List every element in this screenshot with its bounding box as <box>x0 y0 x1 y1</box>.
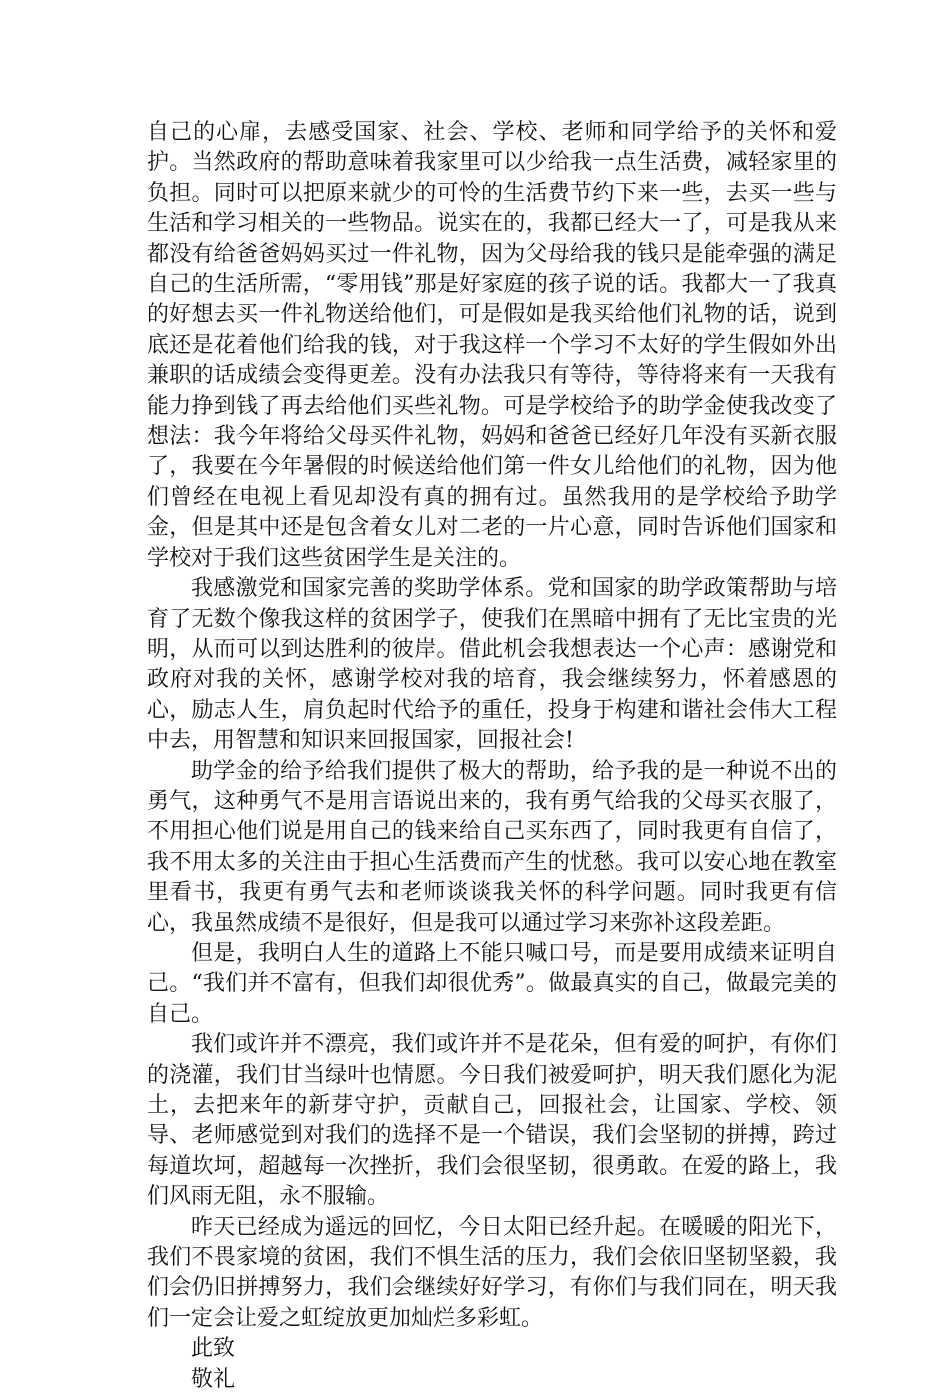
paragraph-3: 助学金的给予给我们提供了极大的帮助，给予我的是一种说不出的勇气，这种勇气不是用言语说出来的，我有勇气给我的父母买衣服了，不用担心他们说是用自己的钱来给自己买东西了，同时我更有自信了，我不用太多的关注由于担心生活费而产生的忧愁。我可以安心地在教室里看书，我更有勇气去和老师谈谈我关怀的科学问题。同时我更有信心，我虽然成绩不是很好，但是我可以通过学习来弥补这段差距。 <box>147 758 837 936</box>
closing-regards: 敬礼 <box>191 1366 236 1392</box>
document-body <box>147 118 837 1395</box>
paragraph-5: 我们或许并不漂亮，我们或许并不是花朵，但有爱的呵护，有你们的浇灌，我们甘当绿叶也情愿。今日我们被爱呵护，明天我们愿化为泥土，去把来年的新芽守护，贡献自己，回报社会，让国家、学校、领导、老师感觉到对我们的选择不是一个错误，我们会坚韧的拼搏，跨过每道坎坷，超越每一次挫折，我们会很坚韧，很勇敢。在爱的路上，我们风雨无阻，永不服输。 <box>147 1032 837 1210</box>
closing-salutation: 此致 <box>191 1336 236 1362</box>
paragraph-4: 但是，我明白人生的道路上不能只喊口号，而是要用成绩来证明自己。“我们并不富有，但我们却很优秀”。做最真实的自己，做最完美的自己。 <box>147 940 837 1027</box>
paragraph-1: 自己的心扉，去感受国家、社会、学校、老师和同学给予的关怀和爱护。当然政府的帮助意味着我家里可以少给我一点生活费，减轻家里的负担。同时可以把原来就少的可怜的生活费节约下来一些，去买一些与生活和学习相关的一些物品。说实在的，我都已经大一了，可是我从来都没有给爸爸妈妈买过一件礼物，因为父母给我的钱只是能牵强的满足自己的生活所需，“零用钱”那是好家庭的孩子说的话。我都大一了我真的好想去买一件礼物送给他们，可是假如是我买给他们礼物的话，说到底还是花着他们给我的钱，对于我这样一个学习不太好的学生假如外出兼职的话成绩会变得更差。没有办法我只有等待，等待将来有一天我有能力挣到钱了再去给他们买些礼物。可是学校给予的助学金使我改变了想法：我今年将给父母买件礼物，妈妈和爸爸已经好几年没有买新衣服了，我要在今年暑假的时候送给他们第一件女儿给他们的礼物，因为他们曾经在电视上看见却没有真的拥有过。虽然我用的是学校给予助学金，但是其中还是包含着女儿对二老的一片心意，同时告诉他们国家和学校对于我们这些贫困学生是关注的。 <box>147 120 837 571</box>
paragraph-6: 昨天已经成为遥远的回忆，今日太阳已经升起。在暖暖的阳光下，我们不畏家境的贫困，我们不惧生活的压力，我们会依旧坚韧坚毅，我们会仍旧拼搏努力，我们会继续好好学习，有你们与我们同在，明天我们一定会让爱之虹绽放更加灿烂多彩虹。 <box>147 1214 837 1331</box>
paragraph-2: 我感激党和国家完善的奖助学体系。党和国家的助学政策帮助与培育了无数个像我这样的贫困学子，使我们在黑暗中拥有了无比宝贵的光明，从而可以到达胜利的彼岸。借此机会我想表达一个心声：感谢党和政府对我的关怀，感谢学校对我的培育，我会继续努力，怀着感恩的心，励志人生，肩负起时代给予的重任，投身于构建和谐社会伟大工程中去，用智慧和知识来回报国家，回报社会! <box>147 576 837 754</box>
